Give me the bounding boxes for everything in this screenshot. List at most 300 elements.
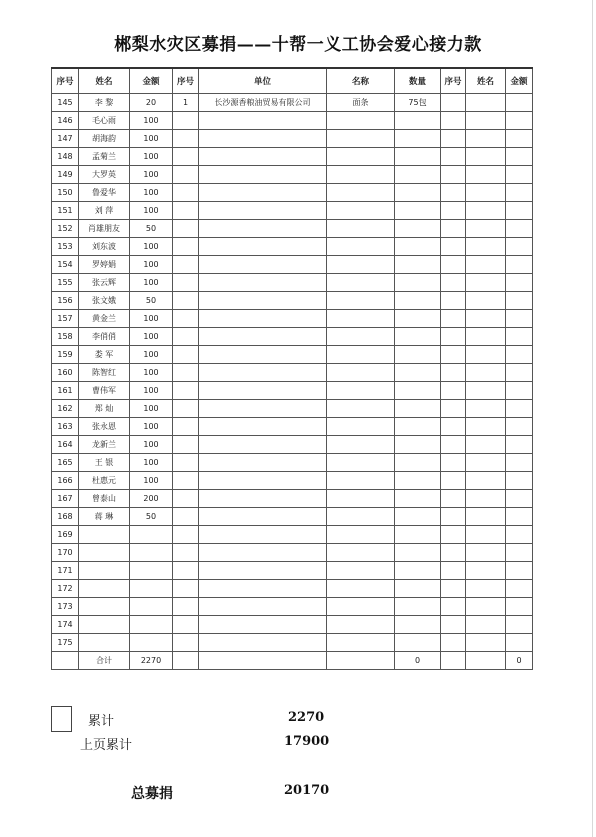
- qty-cell: [395, 562, 441, 580]
- name-2-cell: [466, 94, 506, 112]
- amount-2-cell: [506, 364, 533, 382]
- amount-cell: 100: [130, 148, 173, 166]
- name-2-cell: [466, 616, 506, 634]
- table-row: [52, 130, 533, 148]
- unit-cell: [199, 184, 327, 202]
- table-row: [52, 598, 533, 616]
- donor-name-cell: 曾泰山: [79, 490, 130, 508]
- unit-cell: [199, 202, 327, 220]
- amount-cell: [130, 598, 173, 616]
- amount-cell: 100: [130, 418, 173, 436]
- seq-2-cell: [173, 184, 199, 202]
- name-2-cell: [466, 400, 506, 418]
- seq-cell: 159: [52, 346, 79, 364]
- prev-page-label: 上页累计: [80, 738, 133, 753]
- name-2-cell: [466, 202, 506, 220]
- qty-cell: [395, 364, 441, 382]
- total-empty-cell: [466, 652, 506, 670]
- seq-cell: 145: [52, 94, 79, 112]
- amount-2-cell: [506, 382, 533, 400]
- total-empty-cell: [199, 652, 327, 670]
- seq-3-cell: [441, 598, 466, 616]
- amount-cell: 100: [130, 166, 173, 184]
- table-row: [52, 490, 533, 508]
- header-qty: 数量: [395, 68, 441, 94]
- amount-cell: [130, 616, 173, 634]
- qty-cell: [395, 526, 441, 544]
- seq-cell: 165: [52, 454, 79, 472]
- amount-2-cell: [506, 328, 533, 346]
- amount-2-cell: [506, 166, 533, 184]
- amount-cell: 20: [130, 94, 173, 112]
- item-cell: [327, 310, 395, 328]
- seq-2-cell: [173, 634, 199, 652]
- amount-2-cell: [506, 274, 533, 292]
- seq-cell: 151: [52, 202, 79, 220]
- name-2-cell: [466, 328, 506, 346]
- seq-3-cell: [441, 418, 466, 436]
- seq-2-cell: [173, 580, 199, 598]
- amount-cell: [130, 562, 173, 580]
- seq-3-cell: [441, 400, 466, 418]
- donor-name-cell: [79, 598, 130, 616]
- seq-cell: 154: [52, 256, 79, 274]
- amount-2-cell: [506, 544, 533, 562]
- qty-cell: [395, 472, 441, 490]
- unit-cell: [199, 598, 327, 616]
- amount-2-cell: [506, 634, 533, 652]
- table-row: [52, 436, 533, 454]
- amount-cell: [130, 544, 173, 562]
- amount-2-cell: [506, 400, 533, 418]
- item-cell: [327, 364, 395, 382]
- qty-cell: [395, 148, 441, 166]
- page-title: 郴梨水灾区募捐——十帮一义工协会爱心接力款: [114, 35, 482, 55]
- donor-name-cell: 郑 灿: [79, 400, 130, 418]
- seq-cell: 147: [52, 130, 79, 148]
- seq-cell: 169: [52, 526, 79, 544]
- amount-cell: 100: [130, 454, 173, 472]
- seq-2-cell: [173, 346, 199, 364]
- seq-3-cell: [441, 580, 466, 598]
- amount-cell: 100: [130, 346, 173, 364]
- qty-cell: [395, 436, 441, 454]
- donor-name-cell: [79, 634, 130, 652]
- seq-3-cell: [441, 562, 466, 580]
- seq-3-cell: [441, 310, 466, 328]
- item-cell: [327, 220, 395, 238]
- item-cell: [327, 130, 395, 148]
- amount-2-cell: [506, 112, 533, 130]
- donor-name-cell: [79, 544, 130, 562]
- seq-2-cell: [173, 292, 199, 310]
- table-header-row: [52, 68, 533, 94]
- amount-2-cell: [506, 580, 533, 598]
- qty-cell: 75包: [395, 94, 441, 112]
- item-cell: [327, 112, 395, 130]
- cumulative-label: 累计: [88, 714, 115, 729]
- amount-2-cell: [506, 256, 533, 274]
- name-2-cell: [466, 382, 506, 400]
- seq-3-cell: [441, 616, 466, 634]
- table-row: [52, 112, 533, 130]
- amount-cell: [130, 580, 173, 598]
- seq-cell: 153: [52, 238, 79, 256]
- unit-cell: 长沙源香粮油贸易有限公司: [199, 94, 327, 112]
- item-cell: [327, 490, 395, 508]
- item-cell: [327, 382, 395, 400]
- table-row: [52, 634, 533, 652]
- name-2-cell: [466, 544, 506, 562]
- total-amount: 2270: [130, 652, 173, 670]
- table-row: [52, 400, 533, 418]
- qty-cell: [395, 256, 441, 274]
- seq-2-cell: [173, 454, 199, 472]
- amount-cell: 100: [130, 184, 173, 202]
- prev-page-value: 17900: [284, 734, 330, 749]
- amount-2-cell: [506, 418, 533, 436]
- qty-cell: [395, 166, 441, 184]
- donor-name-cell: [79, 580, 130, 598]
- table-row: [52, 256, 533, 274]
- page-edge: [592, 0, 593, 837]
- name-2-cell: [466, 490, 506, 508]
- item-cell: [327, 418, 395, 436]
- name-2-cell: [466, 580, 506, 598]
- amount-cell: 50: [130, 508, 173, 526]
- table-row: [52, 202, 533, 220]
- unit-cell: [199, 562, 327, 580]
- seq-3-cell: [441, 508, 466, 526]
- amount-cell: 50: [130, 220, 173, 238]
- header-unit: 单位: [199, 68, 327, 94]
- table-row: [52, 454, 533, 472]
- item-cell: [327, 616, 395, 634]
- unit-cell: [199, 580, 327, 598]
- donor-name-cell: [79, 616, 130, 634]
- qty-cell: [395, 490, 441, 508]
- seq-3-cell: [441, 328, 466, 346]
- qty-cell: [395, 202, 441, 220]
- seq-cell: 171: [52, 562, 79, 580]
- table-row: [52, 382, 533, 400]
- total-seq-cell: [52, 652, 79, 670]
- donor-name-cell: [79, 562, 130, 580]
- unit-cell: [199, 454, 327, 472]
- seq-3-cell: [441, 256, 466, 274]
- seq-2-cell: [173, 418, 199, 436]
- seq-2-cell: [173, 616, 199, 634]
- total-empty-cell: [173, 652, 199, 670]
- name-2-cell: [466, 418, 506, 436]
- seq-3-cell: [441, 220, 466, 238]
- seq-cell: 160: [52, 364, 79, 382]
- donation-table: [51, 67, 533, 670]
- qty-cell: [395, 544, 441, 562]
- seq-3-cell: [441, 130, 466, 148]
- name-2-cell: [466, 364, 506, 382]
- qty-cell: [395, 346, 441, 364]
- donor-name-cell: 鲁爱华: [79, 184, 130, 202]
- header-seq-3: 序号: [441, 68, 466, 94]
- table-row: [52, 166, 533, 184]
- amount-cell: 100: [130, 400, 173, 418]
- qty-cell: [395, 184, 441, 202]
- unit-cell: [199, 508, 327, 526]
- table-row: [52, 526, 533, 544]
- amount-2-cell: [506, 346, 533, 364]
- table-row: [52, 472, 533, 490]
- amount-2-cell: [506, 94, 533, 112]
- seq-2-cell: [173, 562, 199, 580]
- donor-name-cell: 娄 军: [79, 346, 130, 364]
- seq-3-cell: [441, 634, 466, 652]
- donor-name-cell: 张云辉: [79, 274, 130, 292]
- seq-cell: 164: [52, 436, 79, 454]
- table-row: [52, 346, 533, 364]
- table-row: [52, 148, 533, 166]
- table-row: [52, 418, 533, 436]
- qty-cell: [395, 310, 441, 328]
- seq-2-cell: [173, 256, 199, 274]
- item-cell: [327, 328, 395, 346]
- seq-cell: 161: [52, 382, 79, 400]
- unit-cell: [199, 400, 327, 418]
- donor-name-cell: 刘东波: [79, 238, 130, 256]
- amount-2-cell: [506, 310, 533, 328]
- amount-cell: 100: [130, 472, 173, 490]
- seq-2-cell: [173, 364, 199, 382]
- seq-3-cell: [441, 346, 466, 364]
- table-row: [52, 184, 533, 202]
- unit-cell: [199, 544, 327, 562]
- seq-3-cell: [441, 544, 466, 562]
- donor-name-cell: 李俏俏: [79, 328, 130, 346]
- seq-cell: 148: [52, 148, 79, 166]
- unit-cell: [199, 526, 327, 544]
- seq-cell: 157: [52, 310, 79, 328]
- amount-cell: 100: [130, 112, 173, 130]
- seq-cell: 150: [52, 184, 79, 202]
- amount-2-cell: [506, 184, 533, 202]
- seq-2-cell: [173, 382, 199, 400]
- table-row: [52, 94, 533, 112]
- donor-name-cell: 张永恩: [79, 418, 130, 436]
- amount-cell: 50: [130, 292, 173, 310]
- seq-cell: 172: [52, 580, 79, 598]
- item-cell: [327, 598, 395, 616]
- amount-cell: 100: [130, 256, 173, 274]
- seq-2-cell: [173, 310, 199, 328]
- name-2-cell: [466, 112, 506, 130]
- unit-cell: [199, 346, 327, 364]
- donor-name-cell: 龙新兰: [79, 436, 130, 454]
- header-name: 姓名: [79, 68, 130, 94]
- name-2-cell: [466, 274, 506, 292]
- seq-3-cell: [441, 382, 466, 400]
- seq-cell: 158: [52, 328, 79, 346]
- qty-cell: [395, 508, 441, 526]
- amount-cell: 100: [130, 310, 173, 328]
- seq-2-cell: [173, 166, 199, 184]
- amount-cell: 100: [130, 238, 173, 256]
- seq-2-cell: [173, 238, 199, 256]
- name-2-cell: [466, 238, 506, 256]
- donor-name-cell: 毛心雨: [79, 112, 130, 130]
- amount-2-cell: [506, 292, 533, 310]
- seq-cell: 174: [52, 616, 79, 634]
- seq-cell: 167: [52, 490, 79, 508]
- amount-2-cell: [506, 616, 533, 634]
- seq-2-cell: [173, 436, 199, 454]
- name-2-cell: [466, 184, 506, 202]
- seq-cell: 163: [52, 418, 79, 436]
- item-cell: [327, 580, 395, 598]
- qty-cell: [395, 274, 441, 292]
- donor-name-cell: 王 银: [79, 454, 130, 472]
- item-cell: [327, 400, 395, 418]
- grand-total-label: 总募捐: [131, 786, 173, 802]
- seq-2-cell: [173, 598, 199, 616]
- donor-name-cell: [79, 526, 130, 544]
- qty-cell: [395, 580, 441, 598]
- seq-3-cell: [441, 94, 466, 112]
- seq-3-cell: [441, 184, 466, 202]
- donor-name-cell: 肖雄朋友: [79, 220, 130, 238]
- donor-name-cell: 蒋 琳: [79, 508, 130, 526]
- qty-cell: [395, 400, 441, 418]
- seq-cell: 173: [52, 598, 79, 616]
- seq-3-cell: [441, 364, 466, 382]
- name-2-cell: [466, 220, 506, 238]
- table-row: [52, 544, 533, 562]
- unit-cell: [199, 166, 327, 184]
- unit-cell: [199, 112, 327, 130]
- name-2-cell: [466, 256, 506, 274]
- seq-3-cell: [441, 526, 466, 544]
- item-cell: [327, 148, 395, 166]
- seq-3-cell: [441, 238, 466, 256]
- qty-cell: [395, 454, 441, 472]
- seq-2-cell: [173, 202, 199, 220]
- seq-3-cell: [441, 166, 466, 184]
- item-cell: [327, 454, 395, 472]
- name-2-cell: [466, 508, 506, 526]
- name-2-cell: [466, 130, 506, 148]
- qty-cell: [395, 292, 441, 310]
- unit-cell: [199, 148, 327, 166]
- donor-name-cell: 李 黎: [79, 94, 130, 112]
- unit-cell: [199, 130, 327, 148]
- header-amount-2: 金额: [506, 68, 533, 94]
- unit-cell: [199, 292, 327, 310]
- item-cell: [327, 166, 395, 184]
- total-empty-cell: [441, 652, 466, 670]
- amount-cell: 100: [130, 382, 173, 400]
- table-row: [52, 616, 533, 634]
- seq-2-cell: [173, 490, 199, 508]
- unit-cell: [199, 472, 327, 490]
- amount-cell: 100: [130, 130, 173, 148]
- amount-2-cell: [506, 436, 533, 454]
- name-2-cell: [466, 598, 506, 616]
- donor-name-cell: 孟菊兰: [79, 148, 130, 166]
- unit-cell: [199, 490, 327, 508]
- donor-name-cell: 张文娥: [79, 292, 130, 310]
- total-empty-cell: [327, 652, 395, 670]
- item-cell: [327, 346, 395, 364]
- amount-cell: 100: [130, 202, 173, 220]
- seq-cell: 170: [52, 544, 79, 562]
- item-cell: [327, 634, 395, 652]
- seq-2-cell: [173, 130, 199, 148]
- item-cell: [327, 544, 395, 562]
- unit-cell: [199, 364, 327, 382]
- seq-3-cell: [441, 472, 466, 490]
- item-cell: [327, 238, 395, 256]
- table-row: [52, 328, 533, 346]
- table-row: [52, 274, 533, 292]
- amount-cell: 200: [130, 490, 173, 508]
- seq-cell: 168: [52, 508, 79, 526]
- amount-2-cell: [506, 526, 533, 544]
- unit-cell: [199, 220, 327, 238]
- seq-cell: 146: [52, 112, 79, 130]
- unit-cell: [199, 310, 327, 328]
- item-cell: [327, 562, 395, 580]
- amount-cell: 100: [130, 274, 173, 292]
- header-amount: 金额: [130, 68, 173, 94]
- grand-total-value: 20170: [284, 783, 330, 798]
- item-cell: [327, 202, 395, 220]
- item-cell: [327, 472, 395, 490]
- header-seq: 序号: [52, 68, 79, 94]
- header-item: 名称: [327, 68, 395, 94]
- item-cell: [327, 274, 395, 292]
- qty-cell: [395, 220, 441, 238]
- total-row: [52, 652, 533, 670]
- seq-3-cell: [441, 436, 466, 454]
- seq-2-cell: [173, 544, 199, 562]
- unit-cell: [199, 328, 327, 346]
- unit-cell: [199, 436, 327, 454]
- donor-name-cell: 胡海韵: [79, 130, 130, 148]
- unit-cell: [199, 418, 327, 436]
- seq-2-cell: [173, 472, 199, 490]
- seq-2-cell: [173, 112, 199, 130]
- amount-2-cell: [506, 454, 533, 472]
- cumulative-value: 2270: [288, 710, 325, 725]
- name-2-cell: [466, 148, 506, 166]
- table-row: [52, 292, 533, 310]
- total-label: 合计: [79, 652, 130, 670]
- seq-cell: 175: [52, 634, 79, 652]
- name-2-cell: [466, 454, 506, 472]
- amount-2-cell: [506, 202, 533, 220]
- name-2-cell: [466, 472, 506, 490]
- qty-cell: [395, 634, 441, 652]
- seq-2-cell: [173, 526, 199, 544]
- unit-cell: [199, 634, 327, 652]
- amount-2-cell: [506, 238, 533, 256]
- seq-2-cell: [173, 328, 199, 346]
- seq-2-cell: [173, 274, 199, 292]
- item-cell: [327, 292, 395, 310]
- amount-2-cell: [506, 490, 533, 508]
- table-row: [52, 562, 533, 580]
- seq-3-cell: [441, 454, 466, 472]
- name-2-cell: [466, 634, 506, 652]
